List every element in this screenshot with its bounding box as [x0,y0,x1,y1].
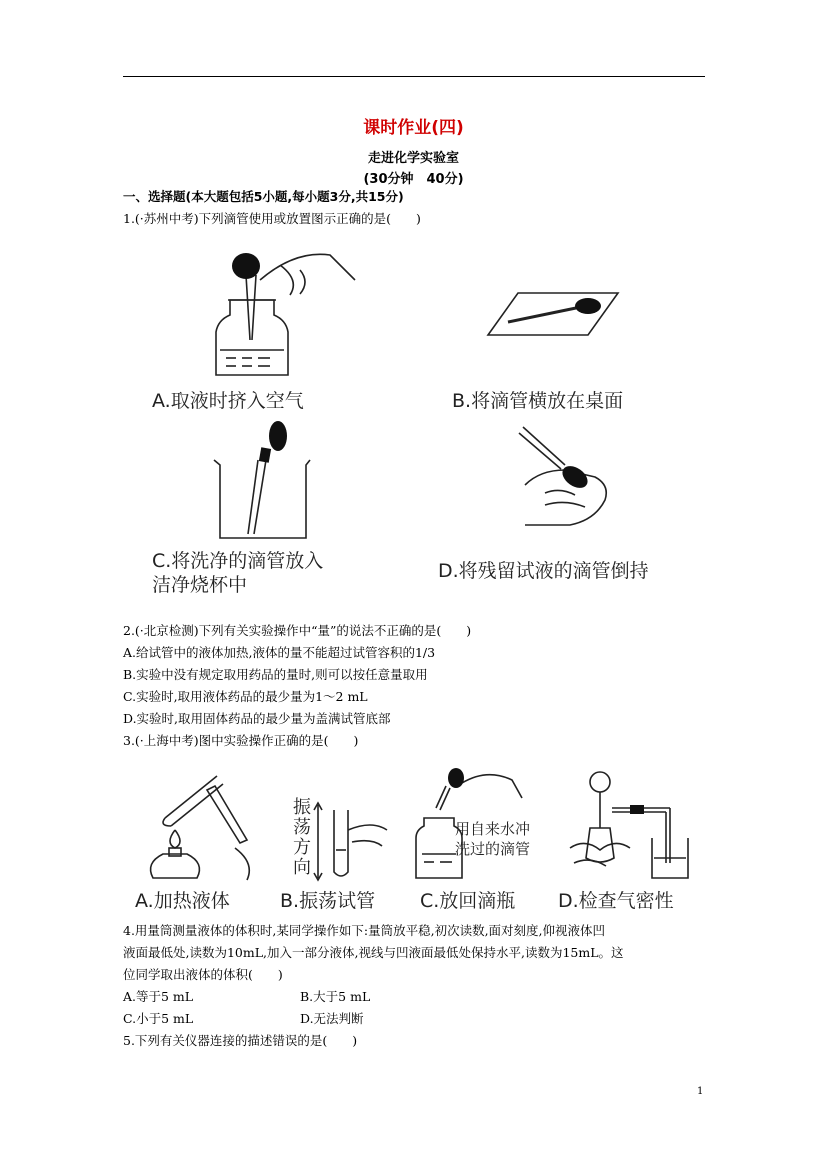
q2-option-d: D.实验时,取用固体药品的最少量为盖满试管底部 [123,711,391,726]
shake-char-3: 方 [293,837,311,858]
q4-stem-line1: 4.用量筒测量液体的体积时,某同学操作如下:量筒放平稳,初次读数,面对刻度,仰视液体凹 [123,923,606,938]
q4-option-d: D.无法判断 [300,1011,364,1026]
section-heading: 一、选择题(本大题包括5小题,每小题3分,共15分) [123,189,404,204]
time-score: (30分钟 40分) [363,172,464,187]
q3-figure-a [135,768,270,883]
q1-figure-a [200,240,360,380]
q4-option-b: B.大于5 mL [300,989,371,1004]
q1-figure-b [488,290,628,340]
q3-caption-c: C.放回滴瓶 [420,890,516,912]
q3-figure-d [560,768,700,883]
q1-stem: 1.(·苏州中考)下列滴管使用或放置图示正确的是( ) [123,211,421,226]
q1-caption-c-line1: C.将洗净的滴管放入 [152,550,324,572]
shake-char-4: 向 [293,857,311,878]
page-title: 课时作业(四) [363,118,464,138]
q1-caption-c-line2: 洁净烧杯中 [152,574,248,596]
shake-char-2: 荡 [293,817,311,838]
q1-caption-d: D.将残留试液的滴管倒持 [438,560,649,582]
q2-option-c: C.实验时,取用液体药品的最少量为1～2 mL [123,689,368,704]
q3-caption-d: D.检查气密性 [558,890,674,912]
q4-option-c: C.小于5 mL [123,1011,194,1026]
shake-char-1: 振 [293,797,311,818]
header-rule [123,76,705,77]
q3-caption-a: A.加热液体 [135,890,230,912]
q3-stem: 3.(·上海中考)图中实验操作正确的是( ) [123,733,359,748]
q3-caption-b: B.振荡试管 [280,890,376,912]
q3-figure-b [312,800,392,882]
q4-stem-line3: 位同学取出液体的体积( ) [123,967,283,982]
q3-rinse-label-1: 用自来水冲 [455,820,531,838]
q2-option-b: B.实验中没有规定取用药品的量时,则可以按任意量取用 [123,667,428,682]
q1-figure-d [515,425,625,535]
q1-figure-c [210,420,320,545]
q2-option-a: A.给试管中的液体加热,液体的量不能超过试管容积的1/3 [123,645,436,660]
q3-rinse-label-2: 洗过的滴管 [455,840,531,858]
q1-caption-b: B.将滴管横放在桌面 [452,390,624,412]
q2-stem: 2.(·北京检测)下列有关实验操作中“量”的说法不正确的是( ) [123,623,472,638]
q4-option-a: A.等于5 mL [123,989,194,1004]
page-number: 1 [697,1086,704,1097]
q4-stem-line2: 液面最低处,读数为10mL,加入一部分液体,视线与凹液面最低处保持水平,读数为15mL。这 [123,945,624,960]
page-subtitle: 走进化学实验室 [367,151,459,166]
q5-stem: 5.下列有关仪器连接的描述错误的是( ) [123,1033,358,1048]
q1-caption-a: A.取液时挤入空气 [152,390,304,412]
